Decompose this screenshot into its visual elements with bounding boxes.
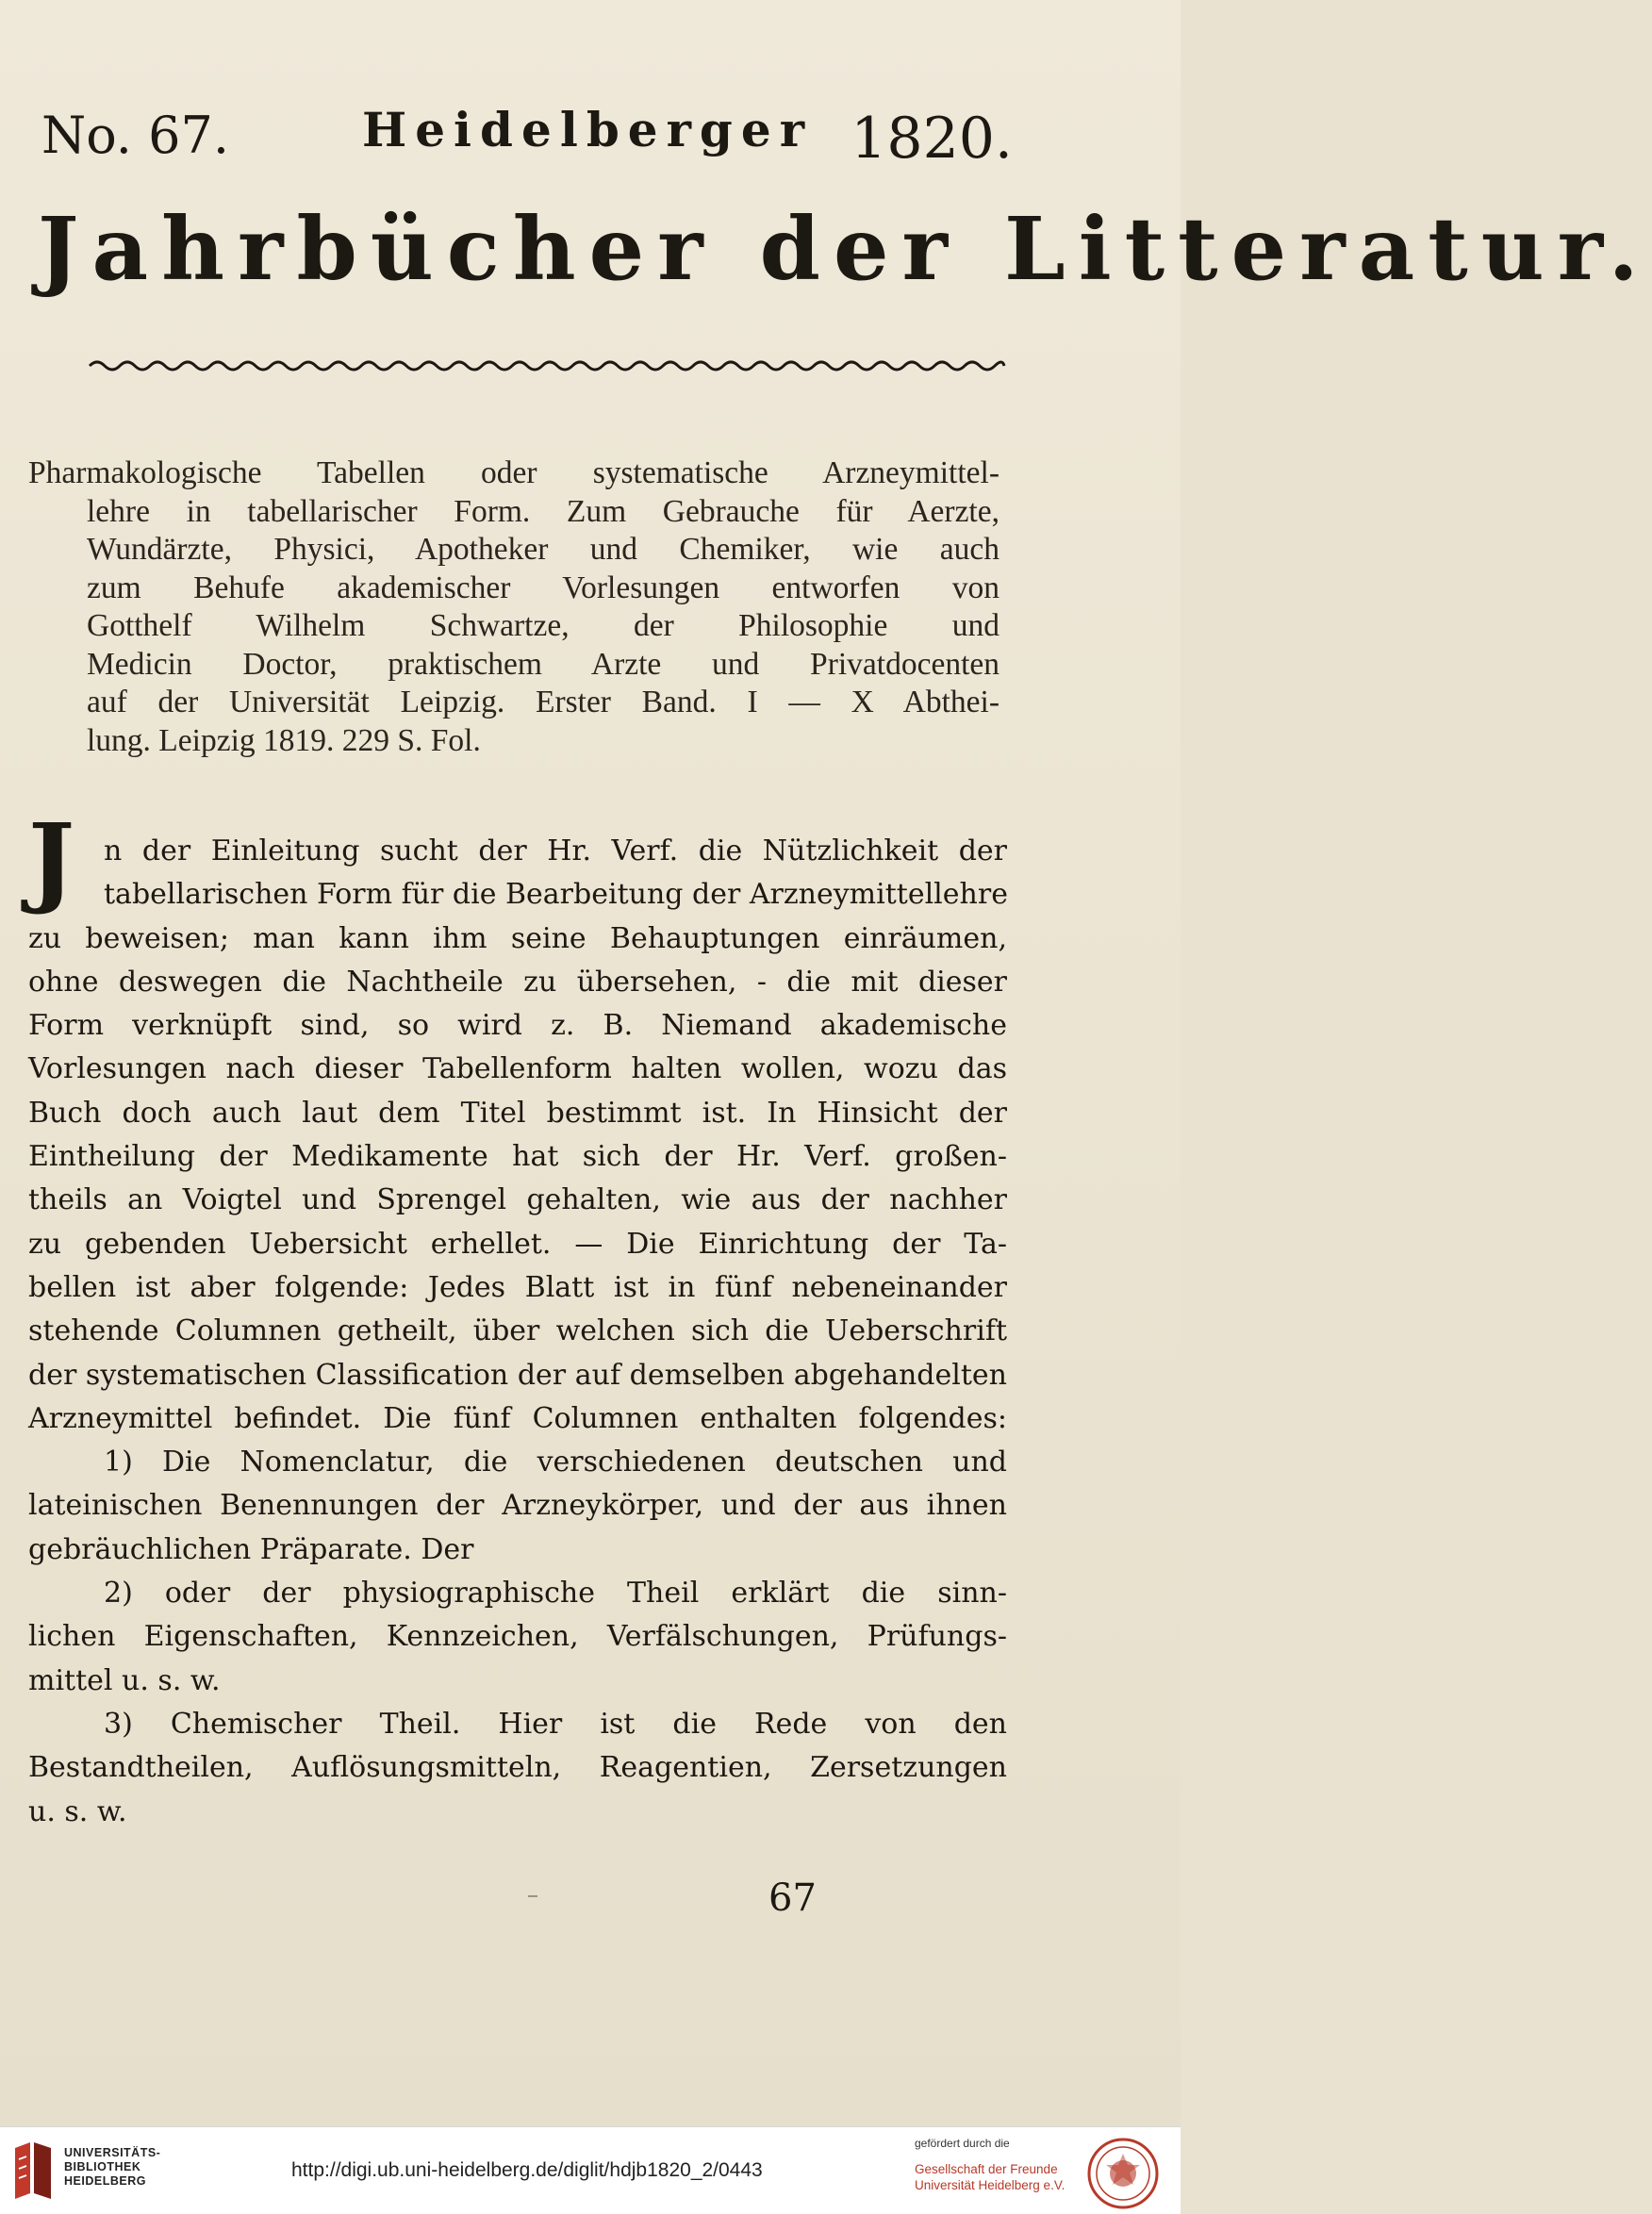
body-line: n der Einleitung sucht der Hr. Verf. die Nützlichkeit der: [104, 834, 1007, 867]
body-line: der systematischen Classification der auf demselben abgehandelten: [28, 1358, 1007, 1392]
ornamental-rule: [90, 356, 1004, 375]
publisher-name: Heidelberger: [362, 102, 814, 157]
notice-line: Wundärzte, Physici, Apotheker und Chemiker, wie auch: [87, 532, 999, 567]
journal-title: Jahrbücher der Litteratur.: [38, 198, 1652, 300]
issue-year: 1820.: [851, 106, 1013, 172]
body-line: u. s. w.: [28, 1794, 127, 1828]
sponsor-name: [915, 2161, 1065, 2193]
society-seal-icon: [1086, 2137, 1160, 2210]
notice-line: lehre in tabellarischer Form. Zum Gebrauche für Aerzte,: [87, 493, 999, 529]
body-line: gebräuchlichen Präparate. Der: [28, 1532, 474, 1566]
journal-header: [41, 91, 1013, 175]
body-line: bellen ist aber folgende: Jedes Blatt ist in fünf nebeneinander: [28, 1270, 1007, 1304]
sponsor-intro: gefördert durch die: [915, 2137, 1010, 2150]
university-library-logo: [11, 2140, 55, 2201]
body-line: lichen Eigenschaften, Kennzeichen, Verfälschungen, Prüfungs-: [28, 1620, 1007, 1654]
notice-line: Medicin Doctor, praktischem Arzte und Privatdocenten: [87, 646, 999, 682]
body-line: tabellarischen Form für die Bearbeitung der Arzneymittellehre: [104, 878, 1008, 912]
issue-number: No. 67.: [41, 106, 230, 165]
notice-line: Gotthelf Wilhelm Schwartze, der Philosophie und: [87, 608, 999, 643]
notice-line: lung. Leipzig 1819. 229 S. Fol.: [87, 722, 481, 758]
body-line: Vorlesungen nach dieser Tabellenform halten wollen, wozu das: [28, 1052, 1007, 1086]
body-line: Buch doch auch laut dem Titel bestimmt ist. In Hinsicht der: [28, 1096, 1007, 1130]
library-name: [64, 2146, 160, 2189]
body-line: Bestandtheilen, Auflösungsmitteln, Reagentien, Zersetzungen: [28, 1751, 1007, 1785]
digitization-footer: [0, 2126, 1181, 2214]
body-line: 2) oder der physiographische Theil erklärt die sinn-: [104, 1577, 1007, 1611]
permalink-url[interactable]: http://digi.ub.uni-heidelberg.de/diglit/hdjb1820_2/0443: [291, 2159, 763, 2181]
sponsor-line: Universität Heidelberg e.V.: [915, 2178, 1066, 2192]
body-line: stehende Columnen getheilt, über welchen sich die Ueberschrift: [28, 1314, 1007, 1348]
sponsor-line: Gesellschaft der Freunde: [915, 2162, 1058, 2176]
body-line: lateinischen Benennungen der Arzneykörper, und der aus ihnen: [28, 1489, 1007, 1523]
notice-line: Pharmakologische Tabellen oder systematische Arzneymittel-: [28, 455, 999, 490]
body-line: ohne deswegen die Nachtheile zu übersehen, - die mit dieser: [28, 965, 1007, 999]
body-line: Form verknüpft sind, so wird z. B. Niemand akademische: [28, 1009, 1007, 1043]
drop-cap: J: [28, 801, 75, 917]
review-body: [28, 830, 1007, 1834]
library-line: BIBLIOTHEK: [64, 2160, 141, 2173]
body-line: 1) Die Nomenclatur, die verschiedenen deutschen und: [104, 1446, 1007, 1479]
body-line: mittel u. s. w.: [28, 1663, 221, 1697]
body-line: 3) Chemischer Theil. Hier ist die Rede von den: [104, 1707, 1007, 1741]
library-line: UNIVERSITÄTS-: [64, 2146, 161, 2159]
body-line: zu beweisen; man kann ihm seine Behauptungen einräumen,: [28, 921, 1007, 955]
notice-line: auf der Universität Leipzig. Erster Band. I — X Abthei-: [87, 685, 999, 719]
body-line: theils an Voigtel und Sprengel gehalten, wie aus der nachher: [28, 1183, 1007, 1217]
book-notice: [28, 454, 999, 760]
body-line: zu gebenden Uebersicht erhellet. — Die Einrichtung der Ta-: [28, 1227, 1007, 1261]
page-signature: 67: [768, 1876, 817, 1920]
body-line: Eintheilung der Medikamente hat sich der Hr. Verf. großen-: [28, 1140, 1007, 1174]
stray-mark: [528, 1895, 537, 1897]
library-line: HEIDELBERG: [64, 2174, 146, 2188]
body-line: Arzneymittel befindet. Die fünf Columnen enthalten folgendes:: [28, 1401, 1007, 1435]
notice-line: zum Behufe akademischer Vorlesungen entworfen von: [87, 570, 999, 605]
